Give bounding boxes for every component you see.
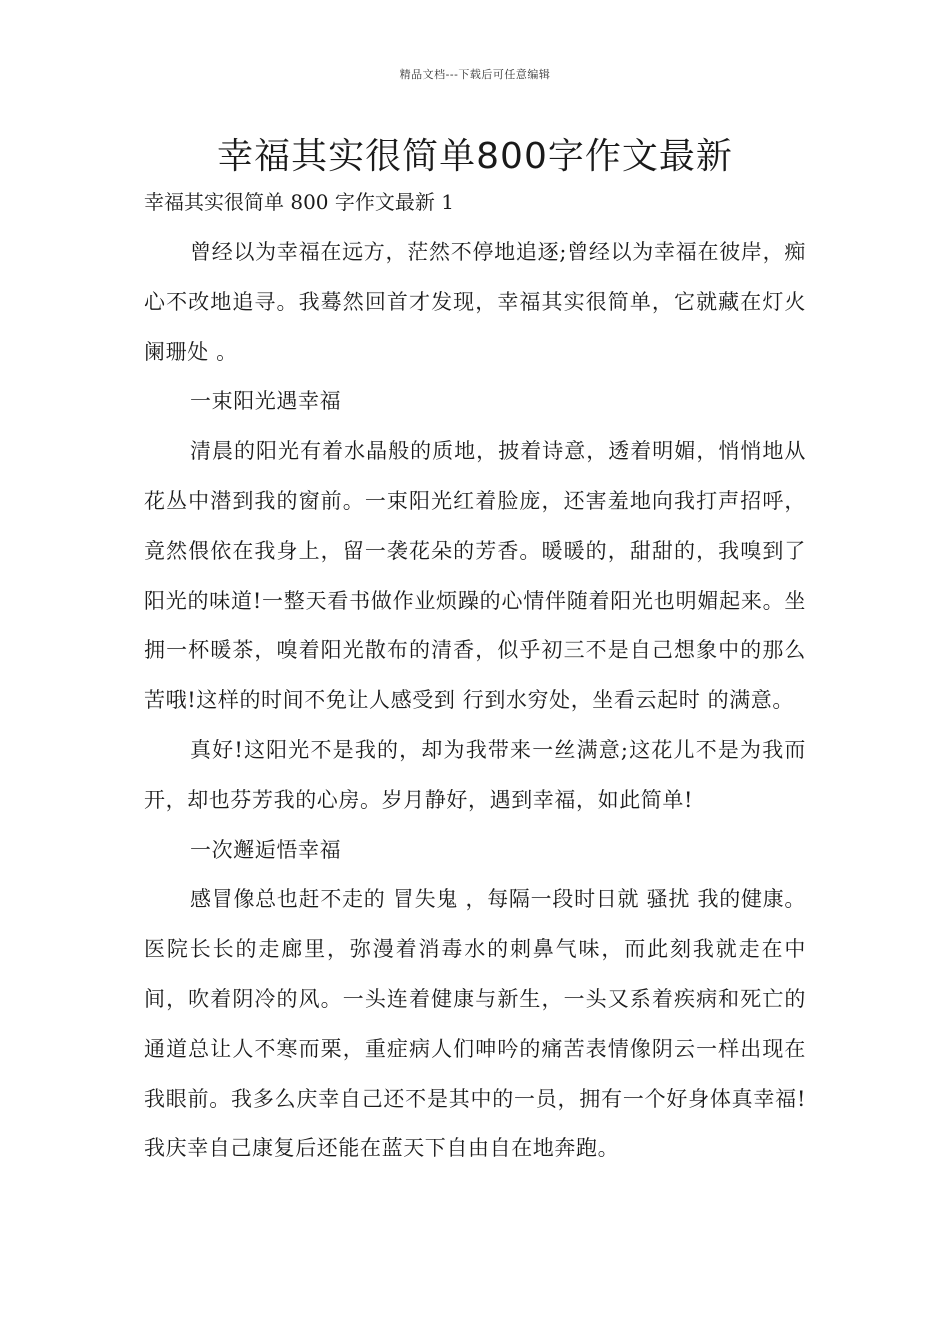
paragraph: 真好!这阳光不是我的，却为我带来一丝满意;这花儿不是为我而开，却也芬芳我的心房。岁月静好，遇到幸福，如此简单! — [144, 737, 806, 812]
paragraph: 曾经以为幸福在远方，茫然不停地追逐;曾经以为幸福在彼岸，痴心不改地追寻。我蓦然回首才发现，幸福其实很简单，它就藏在灯火阑珊处 。 — [144, 240, 806, 364]
document-title: 幸福其实很简单800字作文最新 — [217, 136, 733, 177]
document-body — [144, 228, 806, 1174]
paragraph: 感冒像总也赶不走的 冒失鬼 ，每隔一段时日就 骚扰 我的健康。医院长长的走廊里，弥漫着消毒水的刺鼻气味，而此刻我就走在中间，吹着阴冷的风。一头连着健康与新生，一头又系着疾病和死亡的通道总让人不寒而栗，重症病人们呻吟的痛苦表情像阴云一样出现在我眼前。我多么庆幸自己还不是其中的一员，拥有一个好身体真幸福!我庆幸自己康复后还能在蓝天下自由自在地奔跑。 — [144, 887, 806, 1161]
document-subtitle: 幸福其实很简单 800 字作文最新 1 — [144, 190, 454, 214]
section-heading: 一次邂逅悟幸福 — [190, 837, 342, 862]
paragraph: 清晨的阳光有着水晶般的质地，披着诗意，透着明媚，悄悄地从花丛中潜到我的窗前。一束阳光红着脸庞，还害羞地向我打声招呼，竟然偎依在我身上，留一袭花朵的芳香。暖暖的，甜甜的，我嗅到了阳光的味道!一整天看书做作业烦躁的心情伴随着阳光也明媚起来。坐拥一杯暖茶，嗅着阳光散布的清香，似乎初三不是自己想象中的那么苦哦!这样的时间不免让人感受到 行到水穷处，坐看云起时 的满意。 — [144, 439, 806, 713]
section-heading: 一束阳光遇幸福 — [190, 389, 342, 414]
header-note: 精品文档---下载后可任意编辑 — [399, 68, 551, 81]
